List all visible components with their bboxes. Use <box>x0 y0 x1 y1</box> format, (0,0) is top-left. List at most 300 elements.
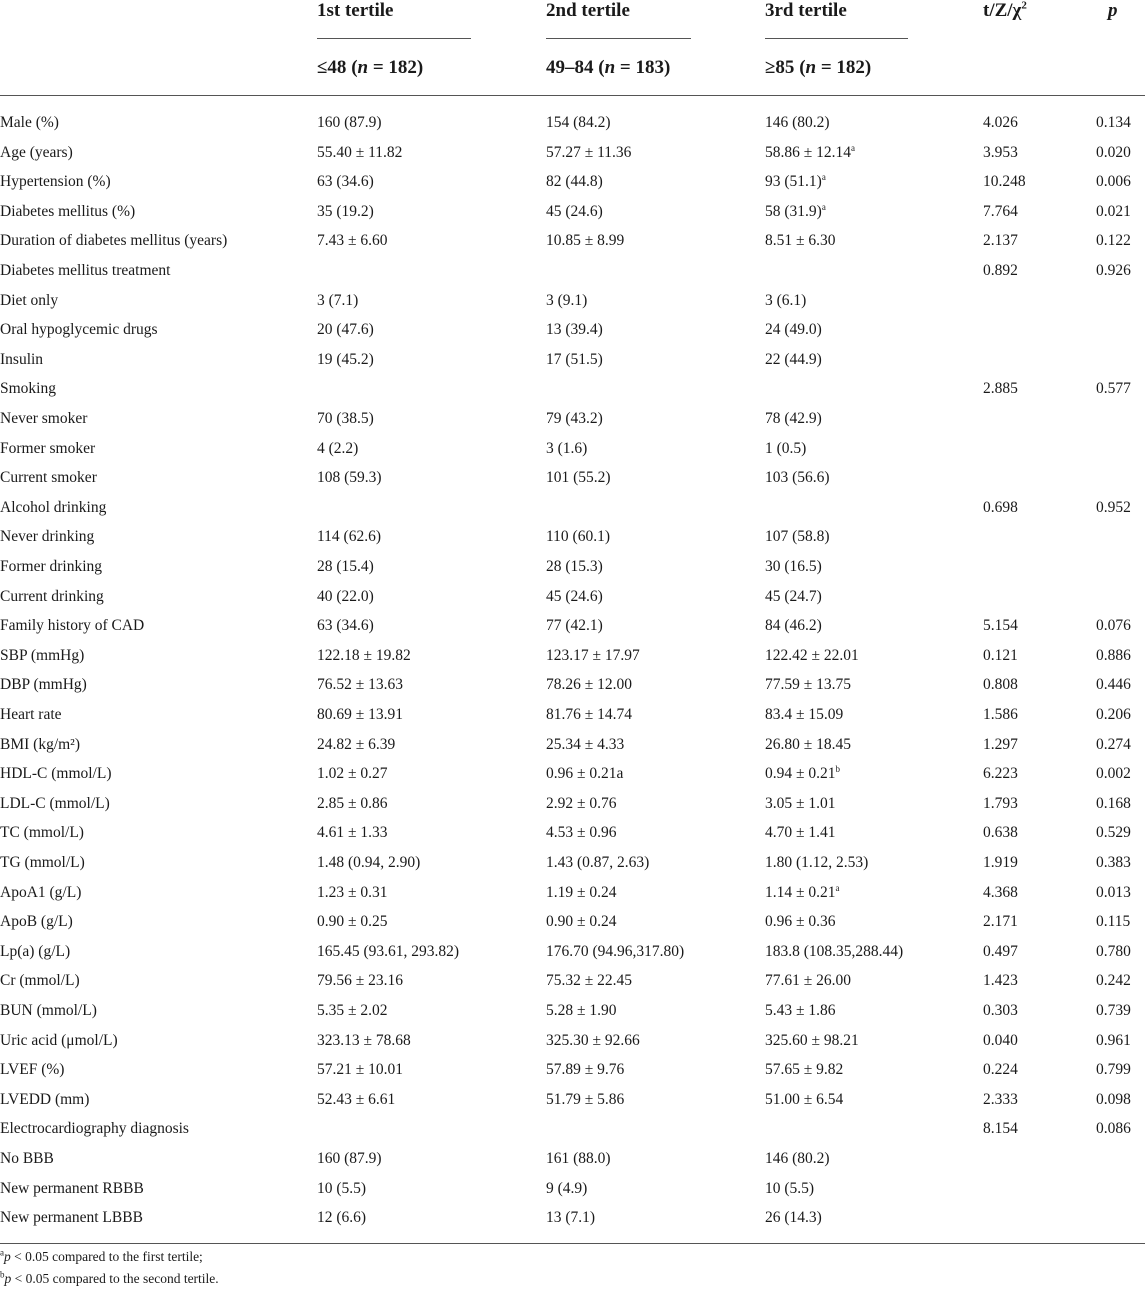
cell-tertile-3-text: 183.8 (108.35,288.44) <box>765 942 904 960</box>
table-row <box>0 848 1145 878</box>
cell-p <box>1096 611 1131 641</box>
table-row <box>0 108 1145 138</box>
cell-tertile-1-text: 57.21 ± 10.01 <box>317 1061 404 1079</box>
cell-tertile-2 <box>546 167 603 197</box>
cell-stat-text: 0.808 <box>983 676 1018 694</box>
cell-stat <box>983 197 1018 227</box>
cell-tertile-2 <box>546 1055 624 1085</box>
cell-stat <box>983 493 1018 523</box>
row-label <box>0 345 43 375</box>
cell-p <box>1096 789 1131 819</box>
table-row <box>0 522 1145 552</box>
cell-p <box>1096 197 1131 227</box>
cell-stat-text: 1.586 <box>983 706 1018 723</box>
cell-tertile-1 <box>317 1174 366 1204</box>
row-label <box>0 493 106 523</box>
cell-tertile-3-text: 93 (51.1) <box>765 173 822 191</box>
row-label-text: Family history of CAD <box>0 617 145 635</box>
cell-tertile-1-text: 165.45 (93.61, 293.82) <box>317 942 460 960</box>
cell-tertile-3-text: 4.70 ± 1.41 <box>765 824 836 842</box>
cell-p-text: 0.098 <box>1096 1090 1131 1108</box>
table-row <box>0 1114 1145 1144</box>
cell-stat <box>983 108 1018 138</box>
significance-mark: a <box>851 142 856 153</box>
table-row <box>0 256 1145 286</box>
row-label-text: LVEF (%) <box>0 1061 65 1079</box>
cell-tertile-1 <box>317 611 374 641</box>
cell-tertile-3-text: 22 (44.9) <box>765 350 822 368</box>
footnote-a-mark: a <box>0 1247 4 1258</box>
row-label <box>0 670 87 700</box>
cell-p-text: 0.383 <box>1096 854 1131 871</box>
cell-stat <box>983 226 1018 256</box>
cell-p-text: 0.086 <box>1096 1120 1131 1138</box>
footnote-b-mark: b <box>0 1269 5 1280</box>
footnote-a <box>0 1249 203 1265</box>
cell-stat <box>983 1026 1018 1056</box>
table-row <box>0 1085 1145 1115</box>
table-row <box>0 345 1145 375</box>
cell-tertile-3 <box>765 345 822 375</box>
cell-tertile-2-text: 4.53 ± 0.96 <box>546 824 617 842</box>
cell-tertile-2 <box>546 463 611 493</box>
cell-tertile-2 <box>546 1174 587 1204</box>
cell-tertile-3 <box>765 848 868 878</box>
row-label <box>0 1055 64 1085</box>
cell-tertile-3-text: 26.80 ± 18.45 <box>765 735 852 753</box>
cell-tertile-1-text: 28 (15.4) <box>317 558 374 575</box>
cell-p <box>1096 937 1131 967</box>
cell-tertile-2-text: 57.27 ± 11.36 <box>546 143 632 161</box>
cell-tertile-3-text: 26 (14.3) <box>765 1209 822 1227</box>
cell-tertile-3-text: 83.4 ± 15.09 <box>765 706 844 723</box>
cell-p <box>1096 730 1131 760</box>
row-label <box>0 256 170 286</box>
footnote-b-p: p <box>4 1271 12 1286</box>
cell-stat <box>983 996 1018 1026</box>
cell-tertile-3 <box>765 1174 814 1204</box>
cell-tertile-2-text: 154 (84.2) <box>546 114 611 131</box>
cell-tertile-3-text: 57.65 ± 9.82 <box>765 1061 844 1079</box>
table-row <box>0 996 1145 1026</box>
cell-p <box>1096 167 1131 197</box>
cell-p <box>1096 256 1131 286</box>
cell-stat <box>983 1114 1018 1144</box>
row-label-text: Never drinking <box>0 528 95 546</box>
cell-stat-text: 2.171 <box>983 913 1018 931</box>
cell-tertile-3 <box>765 670 851 700</box>
significance-mark: a <box>821 172 826 183</box>
cell-p-text: 0.006 <box>1096 173 1131 191</box>
cell-tertile-1-text: 40 (22.0) <box>317 587 374 605</box>
cell-tertile-2-text: 123.17 ± 17.97 <box>546 646 640 664</box>
cell-stat <box>983 966 1018 996</box>
cell-tertile-1-text: 1.48 (0.94, 2.90) <box>317 854 421 871</box>
cell-stat-text: 2.333 <box>983 1090 1018 1108</box>
cell-tertile-3 <box>765 197 826 227</box>
table-row <box>0 197 1145 227</box>
cell-tertile-3-text: 103 (56.6) <box>765 469 830 487</box>
row-label <box>0 167 111 197</box>
significance-mark: b <box>835 764 841 775</box>
cell-tertile-3 <box>765 315 822 345</box>
cell-stat-text: 0.892 <box>983 262 1018 279</box>
cell-tertile-1 <box>317 848 420 878</box>
cell-tertile-2 <box>546 1203 595 1233</box>
cell-tertile-1 <box>317 315 374 345</box>
footnote-b-text: < 0.05 compared to the second tertile. <box>11 1271 219 1286</box>
cell-tertile-3-text: 45 (24.7) <box>765 587 822 605</box>
header-bottom-rule <box>0 95 1145 96</box>
table-row <box>0 1144 1145 1174</box>
table-row <box>0 374 1145 404</box>
table-row <box>0 878 1145 908</box>
cell-stat-text: 3.953 <box>983 143 1018 161</box>
table-row <box>0 907 1145 937</box>
cell-tertile-2 <box>546 197 603 227</box>
cell-tertile-2-text: 17 (51.5) <box>546 350 603 368</box>
row-label <box>0 789 110 819</box>
row-label <box>0 966 80 996</box>
cell-tertile-3 <box>765 286 806 316</box>
cell-p-text: 0.274 <box>1096 735 1131 753</box>
cell-stat <box>983 730 1018 760</box>
table-row <box>0 463 1145 493</box>
cell-tertile-1 <box>317 670 403 700</box>
row-label-text: DBP (mmHg) <box>0 676 87 694</box>
row-label-text: Hypertension (%) <box>0 173 111 191</box>
cell-stat-text: 8.154 <box>983 1120 1018 1138</box>
row-label <box>0 611 144 641</box>
row-label-text: Current smoker <box>0 469 97 487</box>
row-label <box>0 404 87 434</box>
cell-tertile-1 <box>317 789 388 819</box>
table-row <box>0 700 1145 730</box>
table-row <box>0 404 1145 434</box>
row-label-text: Alcohol drinking <box>0 498 107 516</box>
row-label-text: Diet only <box>0 291 59 309</box>
cell-tertile-2-text: 45 (24.6) <box>546 587 603 605</box>
cell-p <box>1096 818 1131 848</box>
cell-p-text: 0.242 <box>1096 972 1131 990</box>
cell-tertile-1 <box>317 582 374 612</box>
cell-tertile-2-text: 82 (44.8) <box>546 173 603 191</box>
cell-tertile-3-text: 0.94 ± 0.21 <box>765 765 836 783</box>
cell-tertile-2 <box>546 108 611 138</box>
cell-stat <box>983 256 1018 286</box>
cell-tertile-1-text: 79.56 ± 23.16 <box>317 972 404 990</box>
cell-tertile-3 <box>765 552 822 582</box>
cell-stat-text: 0.121 <box>983 646 1018 664</box>
cell-tertile-1 <box>317 522 381 552</box>
table-row <box>0 730 1145 760</box>
cell-tertile-2 <box>546 848 649 878</box>
cell-stat <box>983 848 1018 878</box>
cell-tertile-1-text: 52.43 ± 6.61 <box>317 1090 396 1108</box>
cell-tertile-3 <box>765 1144 830 1174</box>
row-label-text: Former drinking <box>0 558 103 575</box>
cell-tertile-3 <box>765 641 859 671</box>
cell-tertile-1-text: 80.69 ± 13.91 <box>317 706 404 723</box>
cell-tertile-2 <box>546 434 587 464</box>
cell-tertile-1 <box>317 1055 403 1085</box>
cell-tertile-1-text: 5.35 ± 2.02 <box>317 1002 388 1019</box>
cell-tertile-2 <box>546 552 603 582</box>
cell-tertile-2-text: 176.70 (94.96,317.80) <box>546 942 685 960</box>
cell-tertile-2 <box>546 907 617 937</box>
table-row <box>0 315 1145 345</box>
cell-tertile-3-text: 84 (46.2) <box>765 617 822 635</box>
cell-tertile-1 <box>317 1085 395 1115</box>
cell-tertile-3-text: 77.59 ± 13.75 <box>765 676 852 694</box>
cell-tertile-3-text: 1.80 (1.12, 2.53) <box>765 854 869 871</box>
cell-p <box>1096 138 1131 168</box>
subgroup-3-n-label: n <box>805 57 817 78</box>
cell-p-text: 0.168 <box>1096 794 1131 812</box>
cell-tertile-1-text: 4.61 ± 1.33 <box>317 824 388 842</box>
cell-p <box>1096 966 1131 996</box>
cell-p-text: 0.122 <box>1096 232 1131 250</box>
cell-p <box>1096 1085 1131 1115</box>
cell-tertile-2-text: 161 (88.0) <box>546 1150 611 1167</box>
cell-tertile-1 <box>317 434 358 464</box>
cell-p <box>1096 374 1131 404</box>
row-label-text: TG (mmol/L) <box>0 854 85 871</box>
table-row <box>0 611 1145 641</box>
table-row <box>0 818 1145 848</box>
cell-tertile-3-text: 146 (80.2) <box>765 1150 830 1167</box>
cell-tertile-1 <box>317 463 382 493</box>
cell-stat-text: 2.137 <box>983 232 1018 250</box>
subgroup-1-range: ≤48 <box>317 57 347 78</box>
cell-p-text: 0.020 <box>1096 143 1131 161</box>
cell-p <box>1096 907 1130 937</box>
row-label <box>0 730 80 760</box>
table-row <box>0 226 1145 256</box>
cell-tertile-2 <box>546 700 632 730</box>
cell-stat-text: 1.297 <box>983 735 1018 753</box>
cell-tertile-3-text: 30 (16.5) <box>765 558 822 575</box>
cell-tertile-3 <box>765 996 836 1026</box>
subgroup-1-n-label: n <box>357 57 369 78</box>
row-label <box>0 315 158 345</box>
cell-p-text: 0.134 <box>1096 114 1131 131</box>
row-label <box>0 759 112 789</box>
cell-p-text: 0.529 <box>1096 824 1131 842</box>
cell-tertile-1 <box>317 730 395 760</box>
header-stat-sup: 2 <box>1021 0 1027 12</box>
cell-tertile-1-text: 63 (34.6) <box>317 173 374 191</box>
cell-tertile-1 <box>317 966 403 996</box>
cell-tertile-1 <box>317 759 388 789</box>
cell-tertile-1-text: 35 (19.2) <box>317 202 374 220</box>
row-label-text: Uric acid (μmol/L) <box>0 1031 118 1049</box>
cell-p <box>1096 1026 1131 1056</box>
cell-stat-text: 1.919 <box>983 854 1018 871</box>
cell-tertile-2-text: 3 (9.1) <box>546 291 588 309</box>
cell-tertile-2-text: 25.34 ± 4.33 <box>546 735 625 753</box>
cell-p <box>1096 700 1131 730</box>
cell-stat-text: 2.885 <box>983 380 1018 398</box>
cell-p <box>1096 996 1131 1026</box>
cell-stat <box>983 878 1018 908</box>
cell-tertile-1 <box>317 907 388 937</box>
header-group-2: 2nd tertile <box>546 0 630 21</box>
cell-tertile-2-text: 110 (60.1) <box>546 528 610 546</box>
cell-tertile-2 <box>546 878 617 908</box>
cell-stat <box>983 1085 1018 1115</box>
cell-tertile-2 <box>546 138 631 168</box>
cell-tertile-3-text: 146 (80.2) <box>765 114 830 131</box>
cell-p-text: 0.799 <box>1096 1061 1131 1079</box>
row-label <box>0 434 95 464</box>
cell-tertile-2-text: 9 (4.9) <box>546 1179 588 1197</box>
row-label <box>0 374 56 404</box>
header-group-2-rule <box>546 38 691 39</box>
cell-stat <box>983 374 1018 404</box>
cell-tertile-1 <box>317 286 358 316</box>
cell-tertile-2-text: 79 (43.2) <box>546 410 603 427</box>
cell-p-text: 0.206 <box>1096 706 1131 723</box>
cell-tertile-3 <box>765 789 836 819</box>
row-label-text: Never smoker <box>0 410 88 427</box>
cell-tertile-3-text: 78 (42.9) <box>765 410 822 427</box>
header-group-1-rule <box>317 38 471 39</box>
cell-tertile-1 <box>317 226 388 256</box>
cell-tertile-2 <box>546 1085 624 1115</box>
cell-tertile-1 <box>317 197 374 227</box>
cell-tertile-3 <box>765 1026 859 1056</box>
cell-tertile-3 <box>765 167 826 197</box>
cell-p-text: 0.115 <box>1096 913 1131 931</box>
row-label-text: ApoA1 (g/L) <box>0 883 82 901</box>
row-label-text: BMI (kg/m²) <box>0 735 80 753</box>
row-label-text: Diabetes mellitus (%) <box>0 202 136 220</box>
cell-tertile-2-text: 13 (39.4) <box>546 321 603 339</box>
cell-p <box>1096 1114 1131 1144</box>
footnote-a-p: p <box>4 1249 11 1264</box>
cell-tertile-3-text: 8.51 ± 6.30 <box>765 232 836 250</box>
row-label-text: Insulin <box>0 350 44 368</box>
row-label-text: BUN (mmol/L) <box>0 1002 97 1019</box>
table-row <box>0 759 1145 789</box>
footnote-b <box>0 1271 219 1287</box>
cell-tertile-3 <box>765 730 851 760</box>
cell-stat <box>983 138 1018 168</box>
row-label <box>0 552 102 582</box>
cell-tertile-3-text: 58 (31.9) <box>765 202 822 220</box>
cell-tertile-3-text: 0.96 ± 0.36 <box>765 913 836 931</box>
cell-tertile-3 <box>765 108 830 138</box>
cell-stat-text: 0.303 <box>983 1002 1018 1019</box>
cell-p-text: 0.002 <box>1096 765 1131 783</box>
cell-stat-text: 1.793 <box>983 794 1018 812</box>
table-row <box>0 670 1145 700</box>
cell-tertile-2-text: 45 (24.6) <box>546 202 603 220</box>
cell-p-text: 0.886 <box>1096 646 1131 664</box>
cell-tertile-3 <box>765 907 836 937</box>
row-label-text: Heart rate <box>0 706 62 723</box>
cell-p <box>1096 493 1131 523</box>
cell-tertile-1-text: 70 (38.5) <box>317 410 374 427</box>
cell-p-text: 0.446 <box>1096 676 1131 694</box>
subgroup-1-n-value: = 182) <box>368 57 424 78</box>
cell-p <box>1096 226 1131 256</box>
cell-stat-text: 7.764 <box>983 202 1018 220</box>
row-label <box>0 138 73 168</box>
cell-tertile-3-text: 3 (6.1) <box>765 291 807 309</box>
row-label <box>0 1114 189 1144</box>
cell-tertile-1 <box>317 1203 366 1233</box>
cell-tertile-2-text: 13 (7.1) <box>546 1209 596 1227</box>
footnote-a-text: < 0.05 compared to the first tertile; <box>10 1249 203 1264</box>
cell-stat-text: 4.026 <box>983 114 1018 131</box>
cell-tertile-3 <box>765 818 836 848</box>
cell-tertile-1-text: 0.90 ± 0.25 <box>317 913 388 931</box>
cell-tertile-1 <box>317 1026 411 1056</box>
cell-stat <box>983 759 1018 789</box>
row-label <box>0 226 227 256</box>
cell-stat <box>983 670 1018 700</box>
cell-tertile-1-text: 24.82 ± 6.39 <box>317 735 396 753</box>
row-label <box>0 1085 89 1115</box>
cell-tertile-1-text: 3 (7.1) <box>317 291 359 309</box>
cell-tertile-3 <box>765 1085 843 1115</box>
cell-tertile-2 <box>546 315 603 345</box>
cell-tertile-3 <box>765 700 843 730</box>
cell-stat-text: 0.698 <box>983 498 1018 516</box>
cell-tertile-3-text: 122.42 ± 22.01 <box>765 646 859 664</box>
cell-p <box>1096 878 1131 908</box>
cell-tertile-2-text: 1.19 ± 0.24 <box>546 883 617 901</box>
cell-tertile-1 <box>317 552 374 582</box>
row-label <box>0 108 59 138</box>
cell-tertile-2 <box>546 789 617 819</box>
row-label-text: Oral hypoglycemic drugs <box>0 321 158 339</box>
cell-stat <box>983 789 1018 819</box>
cell-tertile-1-text: 63 (34.6) <box>317 617 374 635</box>
cell-tertile-3 <box>765 138 855 168</box>
cell-tertile-3 <box>765 404 822 434</box>
table-row <box>0 582 1145 612</box>
row-label <box>0 700 62 730</box>
row-label-text: LVEDD (mm) <box>0 1090 90 1108</box>
row-label-text: New permanent RBBB <box>0 1179 144 1197</box>
table-row <box>0 789 1145 819</box>
subgroup-3-n-value: = 182) <box>816 57 872 78</box>
cell-tertile-3-text: 10 (5.5) <box>765 1179 815 1197</box>
cell-tertile-1-text: 114 (62.6) <box>317 528 381 546</box>
row-label <box>0 1174 144 1204</box>
cell-tertile-1 <box>317 138 402 168</box>
cell-tertile-1-text: 76.52 ± 13.63 <box>317 676 404 694</box>
cell-tertile-2 <box>546 996 617 1026</box>
cell-tertile-1 <box>317 641 411 671</box>
subgroup-2-n-value: = 183) <box>615 57 671 78</box>
row-label <box>0 1026 118 1056</box>
row-label <box>0 522 94 552</box>
row-label-text: Male (%) <box>0 114 59 131</box>
table-row <box>0 1055 1145 1085</box>
cell-stat-text: 0.497 <box>983 942 1018 960</box>
table-row <box>0 493 1145 523</box>
cell-stat <box>983 907 1018 937</box>
row-label-text: Smoking <box>0 380 56 398</box>
cell-tertile-1 <box>317 108 382 138</box>
row-label <box>0 582 104 612</box>
cell-tertile-2 <box>546 730 624 760</box>
table-row <box>0 1026 1145 1056</box>
